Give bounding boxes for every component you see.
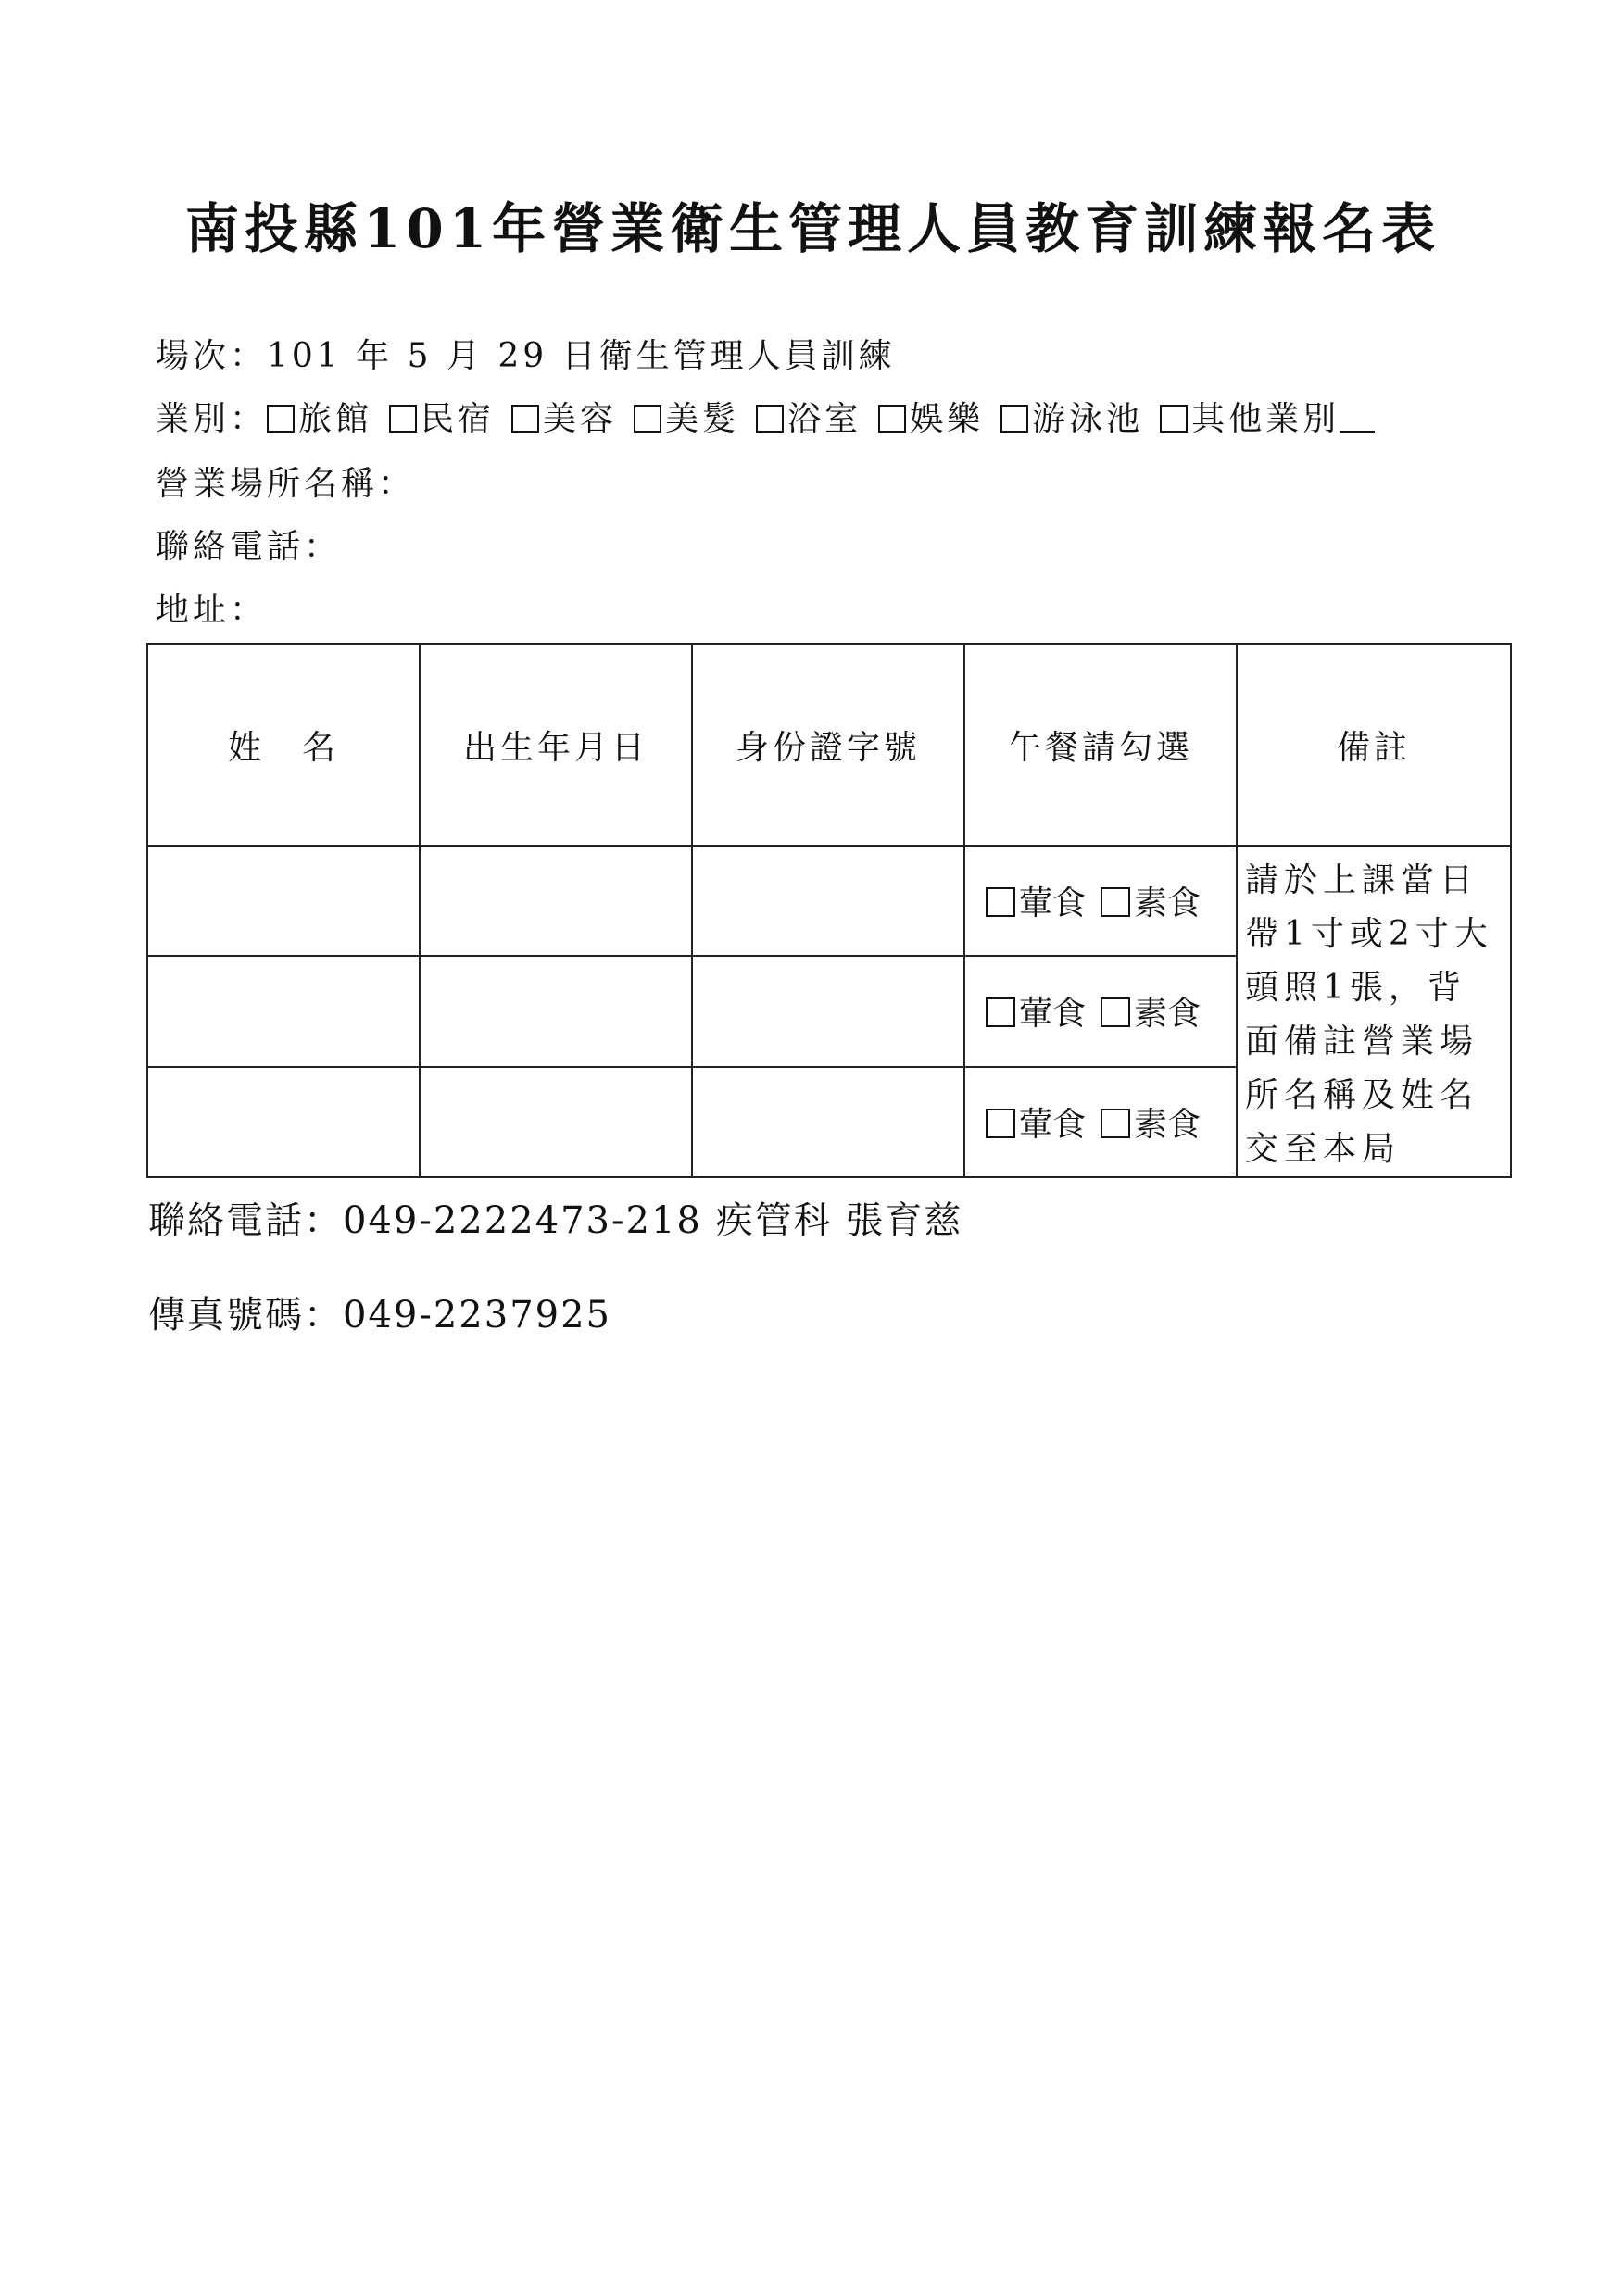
option-beauty[interactable]: 美容 (511, 393, 617, 440)
option-hotel[interactable]: 旅館 (267, 393, 372, 440)
id-number-cell[interactable] (692, 846, 964, 956)
lunch-cell (964, 846, 1237, 956)
lunch-vegetarian-option[interactable]: 素食 (1101, 987, 1201, 1035)
checkbox[interactable] (1101, 887, 1130, 917)
checkbox[interactable] (1000, 405, 1028, 433)
lunch-meat-option[interactable]: 葷食 (986, 1098, 1086, 1146)
checkbox[interactable] (1160, 405, 1188, 433)
session-line: 場次：101 年 5 月 29 日衛生管理人員訓練 (156, 337, 896, 375)
name-cell[interactable] (147, 846, 420, 956)
checkbox[interactable] (878, 405, 906, 433)
checkbox[interactable] (756, 405, 784, 433)
lunch-meat-option[interactable]: 葷食 (986, 877, 1086, 924)
lunch-cell (964, 1067, 1237, 1177)
lunch-vegetarian-option[interactable]: 素食 (1101, 1098, 1201, 1146)
header-birthdate: 出生年月日 (420, 644, 692, 846)
business-type-label: 業別： (156, 400, 268, 438)
name-cell[interactable] (147, 956, 420, 1066)
checkbox[interactable] (986, 887, 1015, 917)
option-homestay[interactable]: 民宿 (389, 393, 495, 440)
option-entertainment[interactable]: 娛樂 (878, 393, 984, 440)
header-lunch: 午餐請勾選 (964, 644, 1237, 846)
checkbox[interactable] (511, 405, 539, 433)
checkbox[interactable] (1101, 997, 1130, 1027)
table-header-row (147, 644, 1511, 846)
form-title: 南投縣101年營業衛生管理人員教育訓練報名表 (185, 197, 1441, 260)
phone-label: 聯絡電話： (156, 528, 342, 566)
header-note: 備註 (1237, 644, 1511, 846)
option-hairdressing[interactable]: 美髮 (634, 393, 739, 440)
checkbox[interactable] (1101, 1109, 1130, 1138)
lunch-vegetarian-option[interactable]: 素食 (1101, 877, 1201, 924)
option-swimming-pool[interactable]: 游泳池 (1000, 393, 1143, 440)
option-other[interactable]: 其他業別 (1160, 393, 1375, 440)
birthdate-cell[interactable] (420, 956, 692, 1066)
note-cell: 請於上課當日帶1寸或2寸大頭照1張，背面備註營業場所名稱及姓名交至本局 (1237, 846, 1511, 1177)
birthdate-cell[interactable] (420, 1067, 692, 1177)
address-label: 地址： (156, 591, 268, 629)
header-id-number: 身份證字號 (692, 644, 964, 846)
checkbox[interactable] (634, 405, 661, 433)
lunch-meat-option[interactable]: 葷食 (986, 987, 1086, 1035)
venue-name-label: 營業場所名稱： (156, 465, 416, 503)
fax-line: 傳真號碼：049-2237925 (148, 1294, 612, 1336)
id-number-cell[interactable] (692, 1067, 964, 1177)
header-name: 姓 名 (147, 644, 420, 846)
id-number-cell[interactable] (692, 956, 964, 1066)
contact-line: 聯絡電話：049-2222473-218 疾管科 張育慈 (148, 1199, 963, 1242)
business-type-row (156, 393, 1375, 440)
registration-table (146, 643, 1512, 1178)
name-cell[interactable] (147, 1067, 420, 1177)
table-row (147, 846, 1511, 956)
birthdate-cell[interactable] (420, 846, 692, 956)
checkbox[interactable] (389, 405, 417, 433)
option-bathhouse[interactable]: 浴室 (756, 393, 862, 440)
checkbox[interactable] (267, 405, 295, 433)
other-blank-line[interactable] (1340, 403, 1375, 433)
checkbox[interactable] (986, 1109, 1015, 1138)
lunch-cell (964, 956, 1237, 1066)
checkbox[interactable] (986, 997, 1015, 1027)
